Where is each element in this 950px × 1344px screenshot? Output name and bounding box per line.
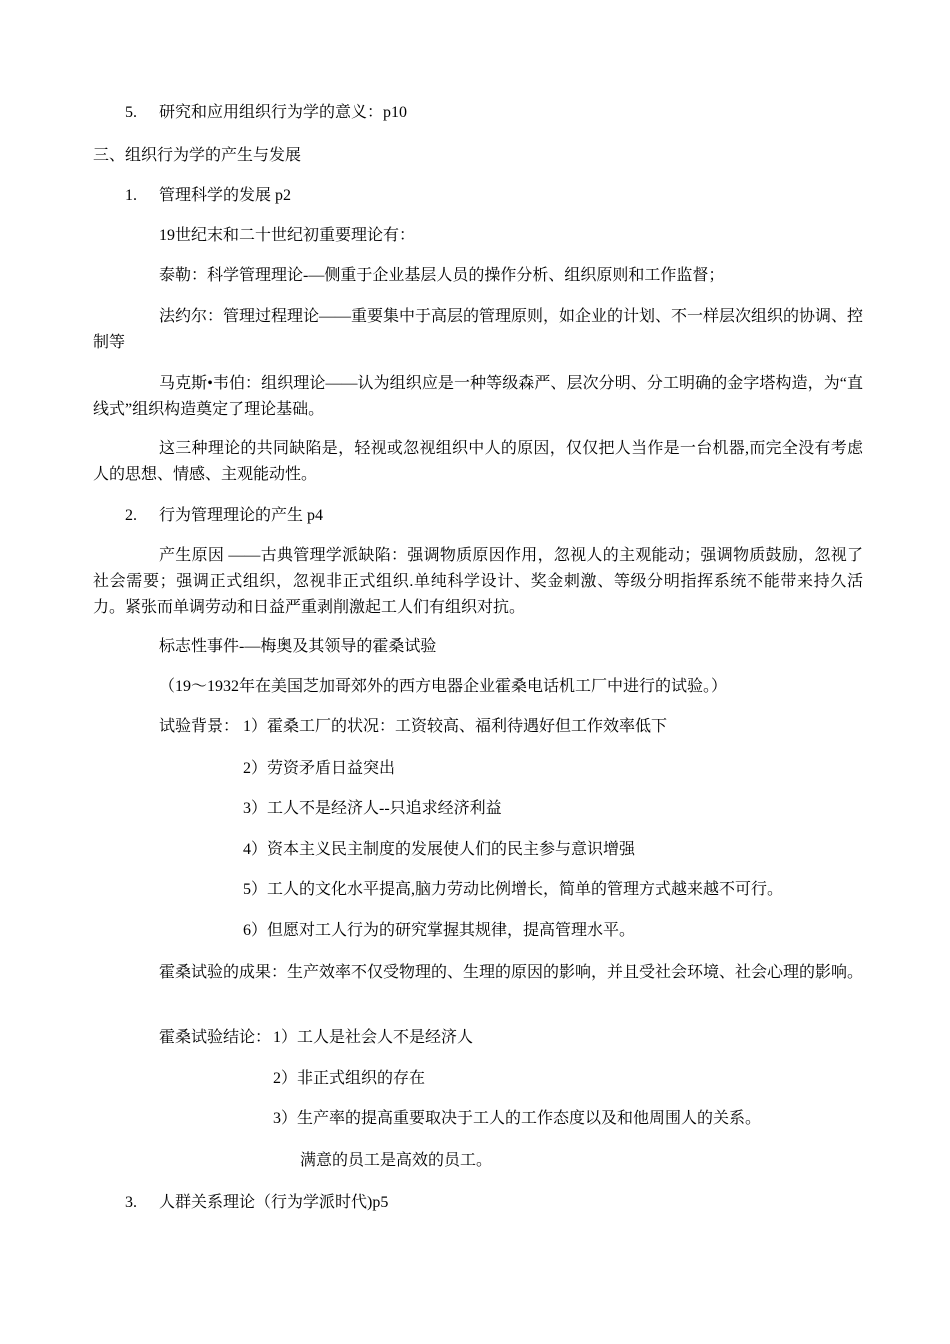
list-item-text: 研究和应用组织行为学的意义：p10 — [159, 104, 408, 121]
list-item: 1）霍桑工厂的状况：工资较高、福利待遇好但工作效率低下 — [243, 718, 668, 735]
background-label: 试验背景： — [159, 718, 240, 735]
paragraph: （19～1932年在美国芝加哥郊外的西方电器企业霍桑电话机工厂中进行的试验。） — [159, 678, 728, 695]
paragraph: 泰勒：科学管理理论-—侧重于企业基层人员的操作分析、组织原则和工作监督； — [159, 267, 725, 284]
list-number: 1. — [125, 187, 137, 204]
paragraph: 法约尔：管理过程理论——重要集中于高层的管理原则，如企业的计划、不一样层次组织的协调、控制等 — [93, 308, 864, 351]
conclusion-label: 霍桑试验结论： — [159, 1029, 272, 1046]
list-item: 6）但愿对工人行为的研究掌握其规律，提高管理水平。 — [243, 922, 636, 939]
list-item: 4）资本主义民主制度的发展使人们的民主参与意识增强 — [243, 841, 636, 858]
list-number: 2. — [125, 507, 137, 524]
subsection-heading: 人群关系理论（行为学派时代)p5 — [159, 1194, 389, 1211]
paragraph: 霍桑试验的成果：生产效率不仅受物理的、生理的原因的影响，并且受社会环境、社会心理的影响。 — [159, 964, 864, 981]
subsection-heading: 行为管理理论的产生 p4 — [159, 507, 324, 524]
list-item: 3）生产率的提高重要取决于工人的工作态度以及和他周围人的关系。 — [273, 1110, 762, 1127]
paragraph: 标志性事件-—梅奥及其领导的霍桑试验 — [159, 638, 437, 655]
paragraph: 马克斯•韦伯：组织理论——认为组织应是一种等级森严、层次分明、分工明确的金字塔构造，为“直线式”组织构造奠定了理论基础。 — [93, 375, 863, 418]
list-item: 2）劳资矛盾日益突出 — [243, 760, 396, 777]
list-item: 1）工人是社会人不是经济人 — [273, 1029, 474, 1046]
list-item: 3）工人不是经济人--只追求经济利益 — [243, 800, 502, 817]
section-heading: 三、组织行为学的产生与发展 — [93, 147, 302, 164]
paragraph: 19世纪末和二十世纪初重要理论有： — [159, 227, 416, 244]
list-number: 3. — [125, 1194, 137, 1211]
paragraph: 产生原因 ——古典管理学派缺陷：强调物质原因作用，忽视人的主观能动；强调物质鼓励，忽视了社会需要；强调正式组织，忽视非正式组织.单纯科学设计、奖金刺激、等级分明指挥系统不能带来持久活力。紧张而单调劳动和日益严重剥削激起工人们有组织对抗。 — [93, 547, 863, 616]
list-number: 5. — [125, 104, 137, 121]
list-item: 2）非正式组织的存在 — [273, 1070, 426, 1087]
subsection-heading: 管理科学的发展 p2 — [159, 187, 292, 204]
paragraph: 这三种理论的共同缺陷是，轻视或忽视组织中人的原因，仅仅把人当作是一台机器,而完全没有考虑人的思想、情感、主观能动性。 — [93, 440, 863, 483]
list-item: 5）工人的文化水平提高,脑力劳动比例增长，简单的管理方式越来越不可行。 — [243, 881, 784, 898]
paragraph: 满意的员工是高效的员工。 — [300, 1152, 493, 1169]
